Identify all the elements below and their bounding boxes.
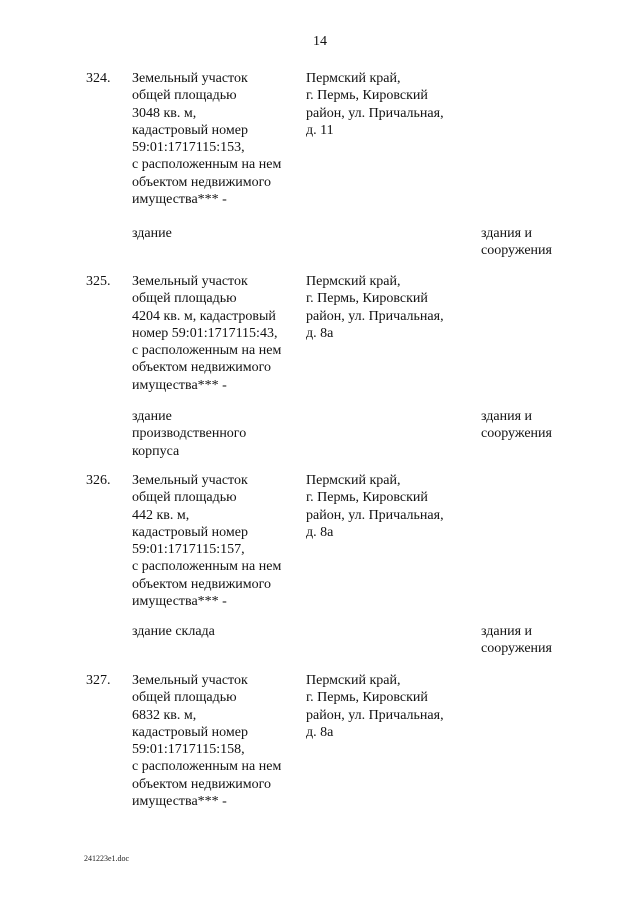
text-line: объектом недвижимого [132,174,272,190]
text-line: имущества*** - [132,377,227,393]
address [306,672,476,741]
text-line: общей площадью [132,291,237,307]
text-line: д. 8а [306,724,334,740]
text-line: 59:01:1717115:157, [132,542,245,558]
file-name-footer: 241223e1.doc [84,854,130,863]
text-line: сооружения [481,641,552,657]
text-line: 442 кв. м, [132,507,190,523]
text-line: Земельный участок [132,274,248,289]
text-line: кадастровый номер [132,122,248,138]
entry-number: 325. [86,274,111,289]
text-line: г. Пермь, Кировский [306,690,428,706]
text-line: 59:01:1717115:158, [132,742,245,758]
text-line: имущества*** - [132,594,227,610]
text-line: г. Пермь, Кировский [306,88,428,104]
text-line: с расположенным на нем [132,343,282,359]
text-line: Земельный участок [132,71,248,86]
text-line: 59:01:1717115:153, [132,140,245,156]
entry-number: 327. [86,673,111,688]
address [306,472,476,541]
text-line: Земельный участок [132,473,248,488]
address [306,70,476,139]
text-line: общей площадью [132,690,237,706]
text-line: г. Пермь, Кировский [306,490,428,506]
text-line: имущества*** - [132,794,227,810]
text-line: здания и [481,226,533,241]
land-plot-description [132,672,302,810]
text-line: Пермский край, [306,473,401,488]
text-line: Пермский край, [306,274,401,289]
object-type [481,623,552,658]
text-line: кадастровый номер [132,524,248,540]
text-line: 6832 кв. м, [132,707,197,723]
text-line: здание [132,409,172,424]
text-line: здания и [481,624,533,639]
object-name [132,623,215,640]
text-line: д. 8а [306,325,334,341]
text-line: здания и [481,409,533,424]
land-plot-description [132,273,302,394]
text-line: д. 8а [306,524,334,540]
text-line: здание [132,226,172,241]
object-name [132,408,246,460]
text-line: объектом недвижимого [132,360,272,376]
entry-number: 324. [86,71,111,86]
text-line: общей площадью [132,88,237,104]
text-line: район, ул. Причальная, [306,707,444,723]
text-line: сооружения [481,426,552,442]
text-line: д. 11 [306,122,334,138]
text-line: 3048 кв. м, [132,105,197,121]
text-line: Земельный участок [132,673,248,688]
address [306,273,476,342]
text-line: район, ул. Причальная, [306,105,444,121]
text-line: с расположенным на нем [132,559,282,575]
text-line: объектом недвижимого [132,776,272,792]
text-line: район, ул. Причальная, [306,507,444,523]
text-line: объектом недвижимого [132,576,272,592]
object-name [132,225,172,242]
text-line: 4204 кв. м, кадастровый [132,308,276,324]
text-line: кадастровый номер [132,724,248,740]
text-line: Пермский край, [306,71,401,86]
text-line: здание склада [132,624,215,639]
text-line: имущества*** - [132,192,227,208]
text-line: общей площадью [132,490,237,506]
text-line: с расположенным на нем [132,759,282,775]
text-line: район, ул. Причальная, [306,308,444,324]
text-line: г. Пермь, Кировский [306,291,428,307]
page-number: 14 [313,34,327,49]
text-line: корпуса [132,443,180,459]
text-line: сооружения [481,243,552,259]
text-line: производственного [132,426,247,442]
land-plot-description [132,472,302,610]
object-type [481,225,552,260]
entry-number: 326. [86,473,111,488]
land-plot-description [132,70,302,208]
object-type [481,408,552,443]
text-line: номер 59:01:1717115:43, [132,325,278,341]
text-line: с расположенным на нем [132,157,282,173]
text-line: Пермский край, [306,673,401,688]
